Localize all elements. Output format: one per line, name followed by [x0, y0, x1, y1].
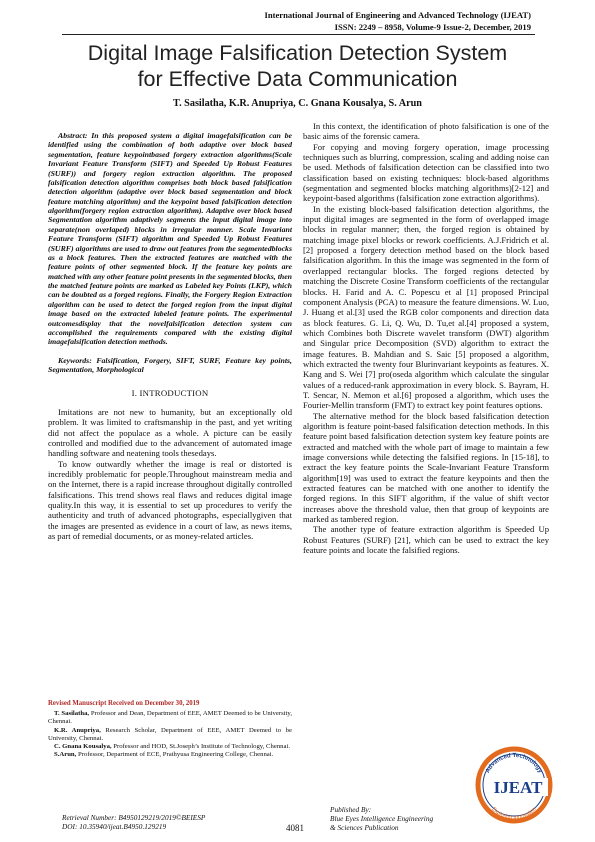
title-line-1: Digital Image Falsification Detection System [87, 41, 508, 65]
received-date: Revised Manuscript Received on December 30, 2019 [48, 700, 200, 707]
page-number: 4081 [286, 823, 304, 833]
logo-arc-text: Advanced Technology [484, 752, 544, 775]
right-column [303, 121, 549, 555]
logo-ring-text: Exploring Innovation [490, 806, 538, 822]
note-author-name: K.R. Anupriya, [54, 726, 101, 734]
publisher-name-2: & Sciences Publication [330, 823, 399, 832]
journal-name: International Journal of Engineering and Advanced Technology (IJEAT) [264, 10, 531, 20]
section-heading-introduction: I. INTRODUCTION [131, 387, 209, 398]
note-author-name: S.Arun, [54, 751, 77, 759]
ijeat-logo [474, 745, 554, 825]
journal-header [264, 9, 531, 33]
publisher-name: Blue Eyes Intelligence Engineering [330, 814, 434, 823]
header-rule [62, 34, 535, 35]
author-note [48, 727, 292, 743]
body-paragraph: The another type of feature extraction algorithm is Speeded Up Robust Features (SURF) [21], which can be used to extract the key feature points and locate the falsified regions. [303, 524, 549, 556]
intro-paragraph: To know outwardly whether the image is real or distorted is incredibly problematic for people.Throughout mainstream media and on the Internet, there is a rapid increase throughout digitally controlled falsifications. This trend shows real flaws and reduces digital image quality.In this way, it is essential to set up procedures to verify the authenticity and truth of advanced photographs, especiallygiven that the images are presented as evidence in a court of law, as news items, as part of remedial documents, or as money-related articles. [48, 458, 292, 542]
note-affiliation: Research Scholar, Department of EEE, AMET Deemed to be University, Chennai. [48, 726, 292, 742]
author-note [48, 751, 292, 759]
logo-letters: IJEAT [493, 778, 543, 797]
body-paragraph: In this context, the identification of photo falsification is one of the basic aims of the forensic camera. [303, 121, 549, 142]
title-line-2: for Effective Data Communication [137, 67, 458, 91]
note-affiliation: Professor and HOD, St.Joseph’s Institute of Technology, Chennai. [111, 743, 291, 751]
note-affiliation: Professor and Dean, Department of EEE, AMET Deemed to be University, Chennai. [48, 710, 292, 726]
retrieval-number: Retrieval Number: B4950129219/2019©BEIESP [62, 813, 206, 822]
author-note [48, 710, 292, 726]
footer-publisher [330, 805, 433, 832]
author-list: T. Sasilatha, K.R. Anupriya, C. Gnana Kousalya, S. Arun [173, 98, 422, 109]
note-author-name: T. Sasilatha, [54, 710, 90, 718]
left-column [48, 131, 292, 541]
body-paragraph: In the existing block-based falsification detection algorithms, the input digital images are segmented in the form of overlapped image blocks in regular manner; then, the forged region is obtained by matching image pixel blocks or rework coefficients. A.J.Fridrich et al.[2] proposed a forgery detection method based on the block based falsification algorithm. In this the image was segmented in the form of overlapped rectangular blocks. The forged regions detected by matching the Discrete Cosine Transform coefficients of the rectangular blocks. H. Farid and A. C. Popescu et al [1] proposed Principal component Analysis (PCA) to measure the feature dimensions. W. Luo, J. Huang et al.[3] used the RGB color components and direction data as block features. G. Li, Q. Wu, D. Tu,et al.[4] proposed a system, which Combines both Discrete wavelet transform (DWT) algorithm and Singular price Decomposition (SVD) algorithm to extract the image features. B. Mahdian and S. Saic [5] proposed a algorithm, which extracted the twenty four Blurinvariant keypoints as features. X. Kang and S. Wei [7] pro(oseda algorithm which calculate the singular values of a reduced-rank approximation in every block. S. Bayram, H. T. Sencar, N. Memon et al.[6] proposed a algorithm, which uses the Fourier-Mellin transform (FMT) to extract key point features options. [303, 203, 549, 411]
body-paragraph: For copying and moving forgery operation, image processing techniques such as blurring, compression, scaling and adding noise can be used. Methods of falsification detection can be classified into two classification based on existing techniques: block-based algorithms (segmentation and segmented blocks matching algorithms)[2-12] and keypoint-based algorithms (falsification zone extraction algorithms). [303, 141, 549, 204]
note-author-name: C. Gnana Kousalya, [54, 743, 112, 751]
footer-retrieval [62, 813, 205, 831]
keywords: Keywords: Falsification, Forgery, SIFT, SURF, Feature key points, Segmentation, Morphological [48, 355, 292, 375]
body-paragraph: The alternative method for the block based falsification detection algorithm is feature point-based falsification detection methods. In this feature point based falsification detection system key feature points are extracted and matched with the whole part of image to maintain a few image conversions while detecting the falsified regions. In [15-18], to extract the key feature points the Scale-Invariant Feature Transform algorithm[19] was used to extract the feature keypoints and then the extracted features can be matched with one another to identify the forged regions. In this SIFT algorithm, if the value of shift vector increases above the threshold value, then that group of keypoints are marked as tambered region. [303, 410, 549, 525]
intro-paragraph: Imitations are not new to humanity, but an exceptionally old problem. It was limited to craftsmanship in the past, and yet writing did not affect the populace as a whole. A picture can be easily controlled and modified due to the advancement of automated image handling software and neatening tools thesedays. [48, 406, 292, 459]
abstract: Abstract: In this proposed system a digital imagefalsification can be identified using the combination of both adaptive over block based segmentation, feature keypointbased forgery extraction algorithms(Scale Invariant Feature Transform (SIFT) and Speeded Up Robust Features (SURF)) and forgery region extraction algorithm. The proposed falsification detection algorithm comprises both block based falsification detection algorithm (adaptive over block based segmentation and block feature matching algorithm) and the keypoint based falsification detection algorithm(forgery region extraction algorithm). Adaptive over block based Segmentation algorithm adaptively segments the input digital image into separate(non overlaped) blocks in irregular manner. Scale Invariant Feature Transform (SIFT) algorithm and Speeded Up Robust Features (SURF) algorithms are used to draw out features from the segmentedblocks as a block features. Then the extracted features are matched with the feature points of other segmented block. If the feature key points are matched with any other feature point presents in the segmented blocks, then the matched feature points are marked as Labeled key Points (LKP), which can be doubted as a forged regions. Finally, the Forgery Region Extraction algorithm can be used to detect the forged region from the input digital image based on the extracted labeled feature points. The experimental outcomesdisplay that the novelfalsification detection system can accomplished the requirements compared with the existing digital imagefalsification detection methods. [48, 131, 292, 347]
published-by: Published By: [330, 805, 372, 814]
note-affiliation: Professor, Department of ECE, Prathyusa Engineering College, Chennai. [76, 751, 274, 759]
author-note [48, 743, 292, 751]
paper-title [40, 40, 555, 92]
journal-issn: ISSN: 2249 – 8958, Volume-9 Issue-2, December, 2019 [334, 22, 531, 32]
doi: DOI: 10.35940/ijeat.B4950.129219 [62, 822, 167, 831]
author-notes [48, 700, 292, 759]
